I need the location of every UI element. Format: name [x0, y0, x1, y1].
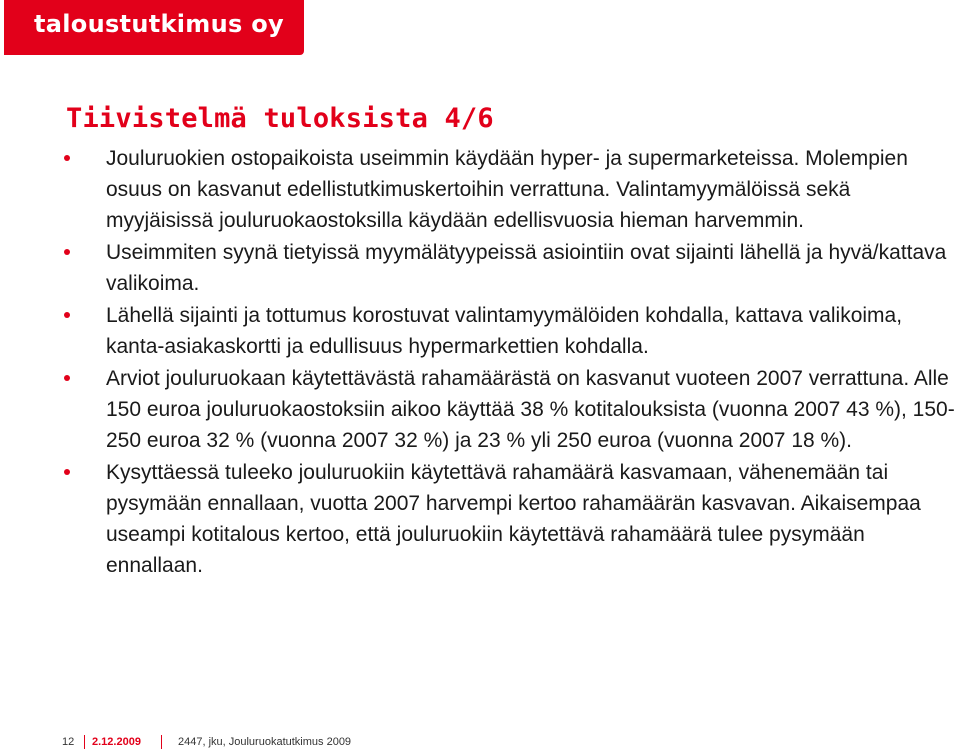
page-number: 12	[62, 736, 75, 748]
slide-footer	[0, 734, 960, 750]
bullet-item	[60, 237, 955, 299]
footer-date: 2.12.2009	[92, 736, 141, 748]
footer-divider	[84, 735, 85, 749]
bullet-point-icon	[64, 375, 70, 381]
footer-divider	[161, 735, 162, 749]
bullet-text: Kysyttäessä tuleeko jouluruokiin käytettävä rahamäärä kasvamaan, vähenemään tai pysymään ennallaan, vuotta 2007 harvempi kertoo rahamäärän kasvavan. Aikaisempaa useampi kotitalous kertoo, että jouluruokiin käytettävä rahamäärä tulee pysymään ennallaan.	[106, 461, 921, 577]
bullet-item	[60, 143, 955, 236]
page-title: Tiivistelmä tuloksista 4/6	[66, 103, 494, 134]
bullet-text: Useimmiten syynä tietyissä myymälätyypeissä asiointiin ovat sijainti lähellä ja hyvä/kattava valikoima.	[106, 241, 947, 295]
summary-bullet-list	[60, 143, 955, 582]
bullet-item	[60, 457, 955, 581]
bullet-text: Lähellä sijainti ja tottumus korostuvat valintamyymälöiden kohdalla, kattava valikoima, kanta-asiakaskortti ja edullisuus hypermarkettien kohdalla.	[106, 304, 903, 358]
bullet-point-icon	[64, 155, 70, 161]
footer-info: 2447, jku, Jouluruokatutkimus 2009	[178, 736, 352, 748]
bullet-point-icon	[64, 249, 70, 255]
bullet-text: Jouluruokien ostopaikoista useimmin käydään hyper- ja supermarketeissa. Molempien osuus on kasvanut edellistutkimuskertoihin verrattuna. Valintamyymälöissä sekä myyjäisissä jouluruokaostoksilla käydään edellisvuosia hieman harvemmin.	[106, 147, 908, 232]
bullet-text: Arviot jouluruokaan käytettävästä rahamäärästä on kasvanut vuoteen 2007 verrattuna. Alle 150 euroa jouluruokaostoksiin aikoo käyttää 38 % kotitalouksista (vuonna 2007 43 %), 150-250 euroa 32 % (vuonna 2007 32 %) ja 23 % yli 250 euroa (vuonna 2007 18 %).	[106, 367, 955, 452]
logo-text: taloustutkimus oy	[34, 10, 284, 38]
bullet-item	[60, 300, 955, 362]
bullet-item	[60, 363, 955, 456]
bullet-point-icon	[64, 469, 70, 475]
bullet-point-icon	[64, 312, 70, 318]
company-logo	[4, 0, 304, 55]
